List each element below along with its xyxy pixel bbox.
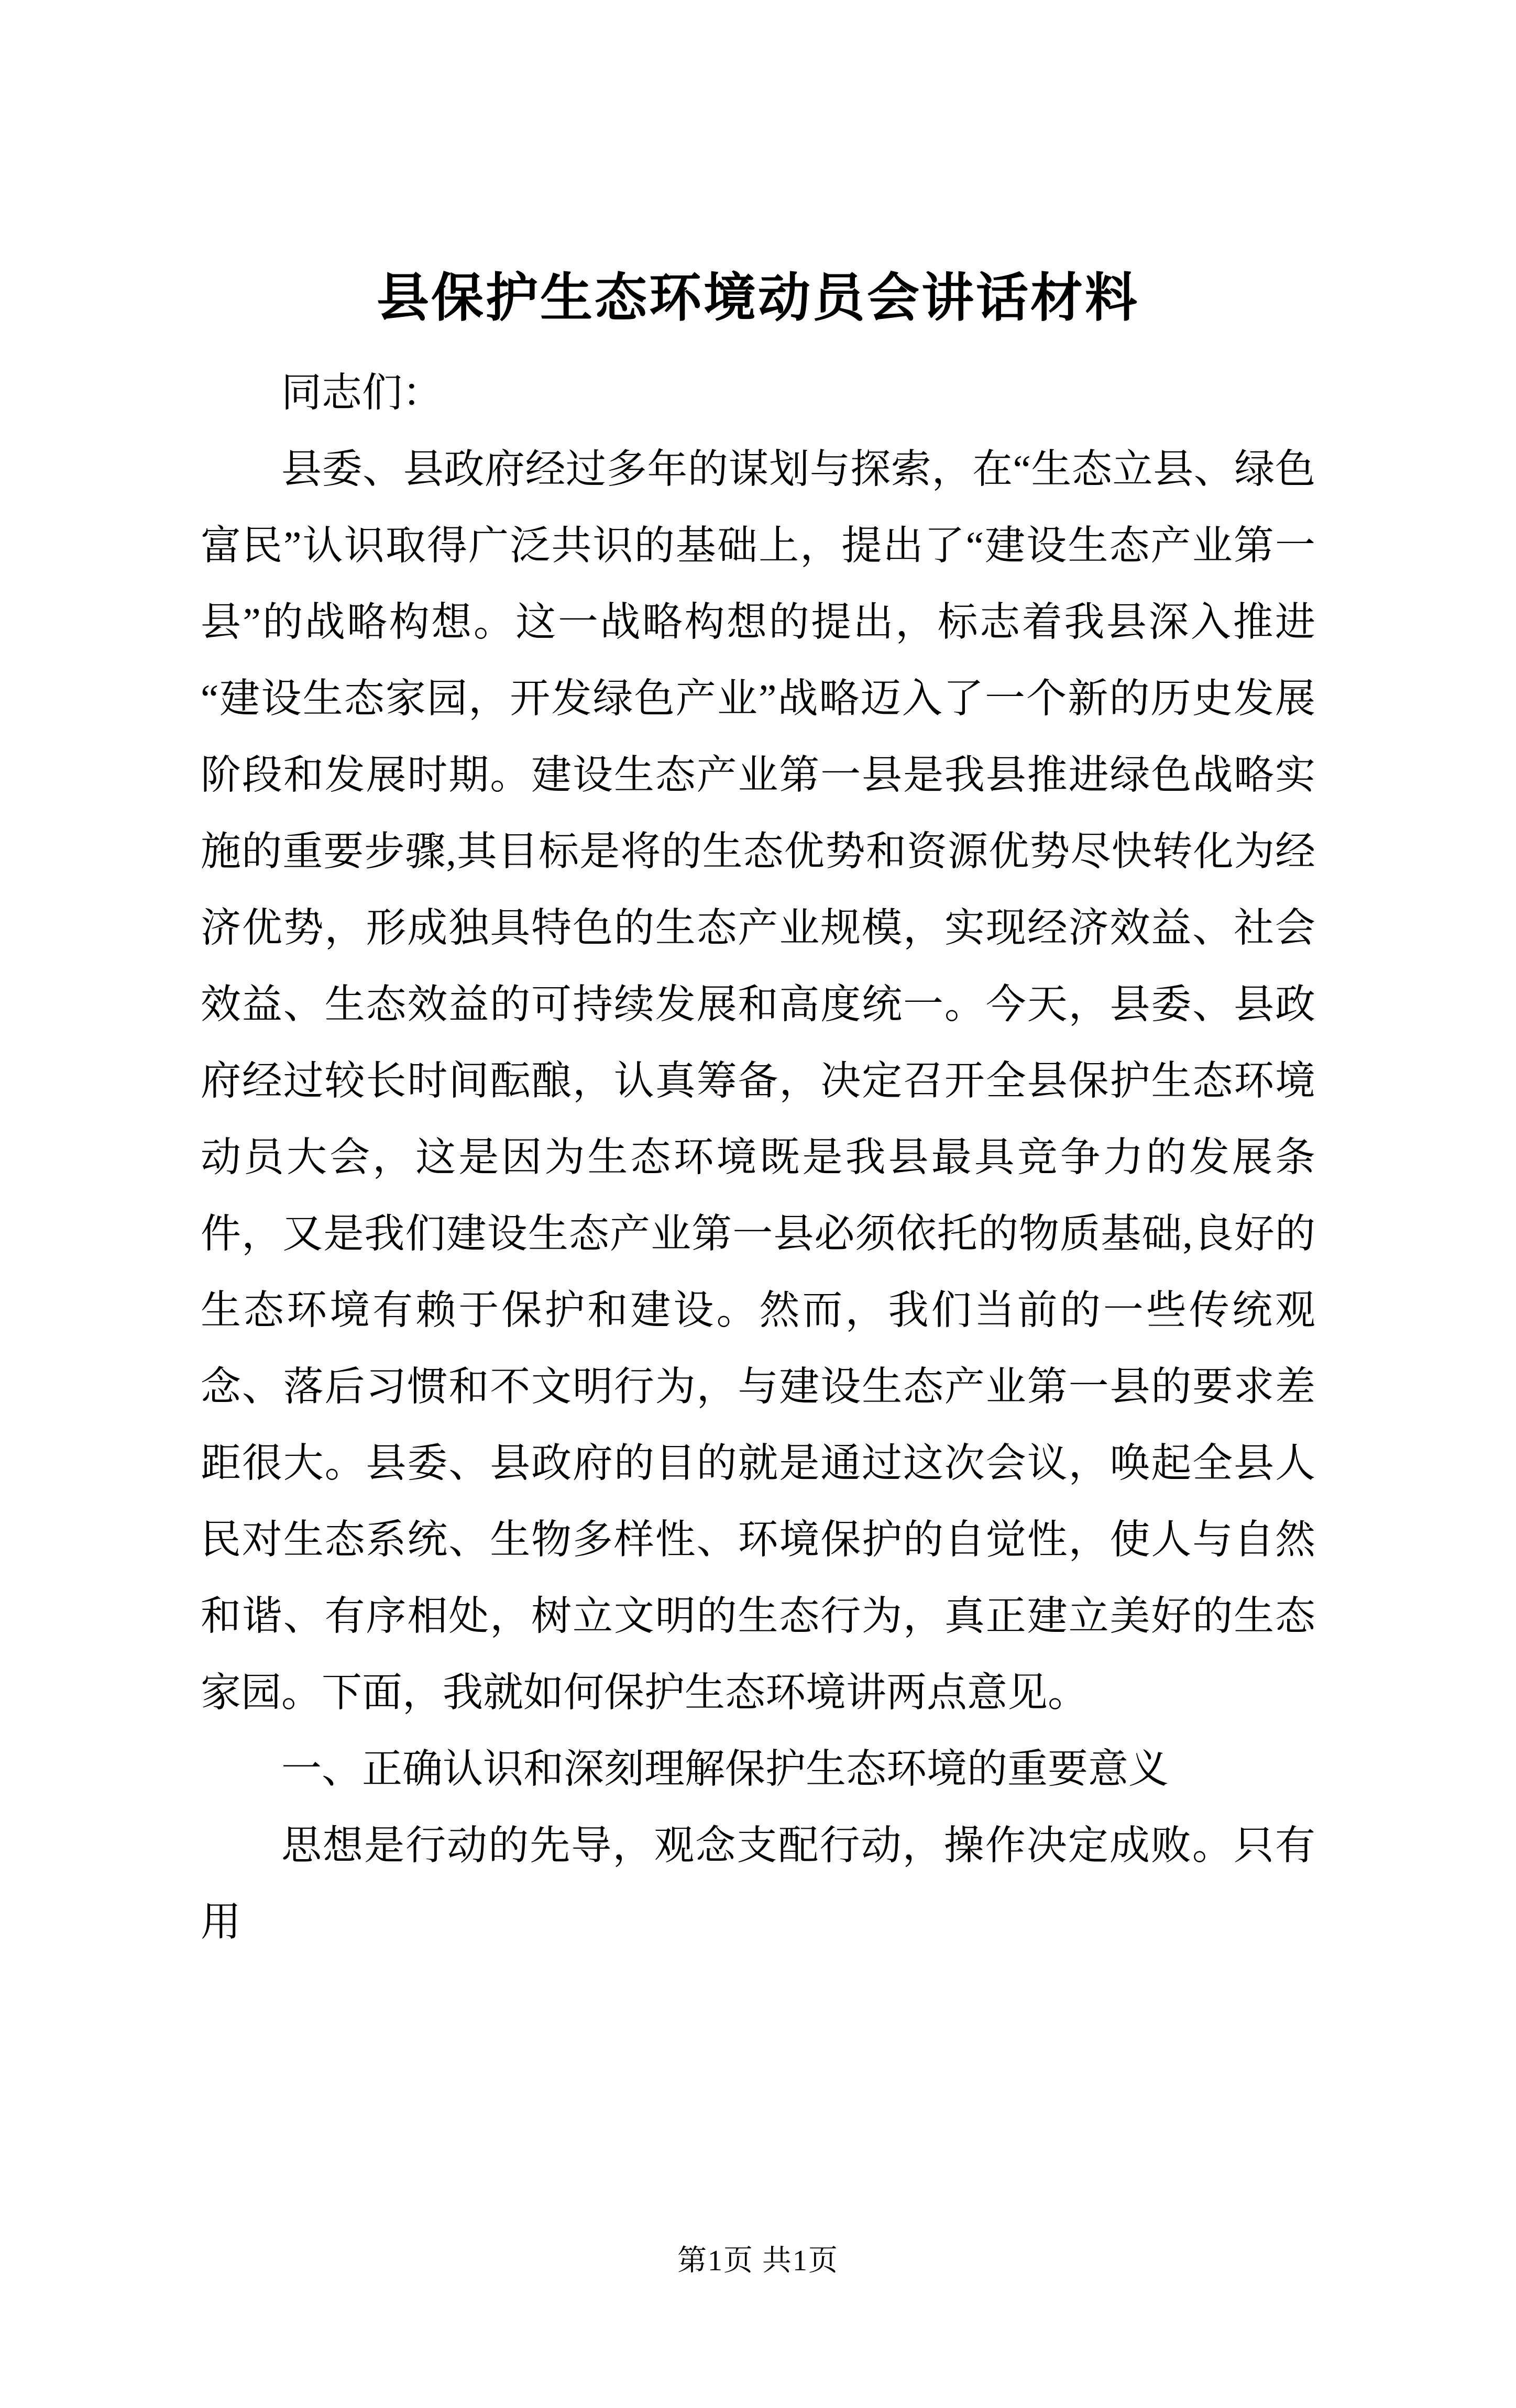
page-number-footer: 第1页 共1页 [677,2245,839,2277]
greeting-paragraph: 同志们： [281,370,443,415]
document-title: 县保护生态环境动员会讲话材料 [377,269,1139,327]
closing-paragraph: 思想是行动的先导，观念支配行动，操作决定成败。只有用 [201,1823,1315,1945]
document-page [0,264,1516,2408]
section-heading: 一、正确认识和深刻理解保护生态环境的重要意义 [281,1747,1169,1792]
main-paragraph: 县委、县政府经过多年的谋划与探索，在“生态立县、绿色富民”认识取得广泛共识的基础上，提出了“建设生态产业第一县”的战略构想。这一战略构想的提出，标志着我县深入推进“建设生态家园，开发绿色产业”战略迈入了一个新的历史发展阶段和发展时期。建设生态产业第一县是我县推进绿色战略实施的重要步骤,其目标是将的生态优势和资源优势尽快转化为经济优势，形成独具特色的生态产业规模，实现经济效益、社会效益、生态效益的可持续发展和高度统一。今天，县委、县政府经过较长时间酝酿，认真筹备，决定召开全县保护生态环境动员大会，这是因为生态环境既是我县最具竞争力的发展条件，又是我们建设生态产业第一县必须依托的物质基础,良好的生态环境有赖于保护和建设。然而，我们当前的一些传统观念、落后习惯和不文明行为，与建设生态产业第一县的要求差距很大。县委、县政府的目的就是通过这次会议，唤起全县人民对生态系统、生物多样性、环境保护的自觉性，使人与自然和谐、有序相处，树立文明的生态行为，真正建立美好的生态家园。下面，我就如何保护生态环境讲两点意见。 [201,447,1315,1715]
document-body [201,355,1315,1960]
